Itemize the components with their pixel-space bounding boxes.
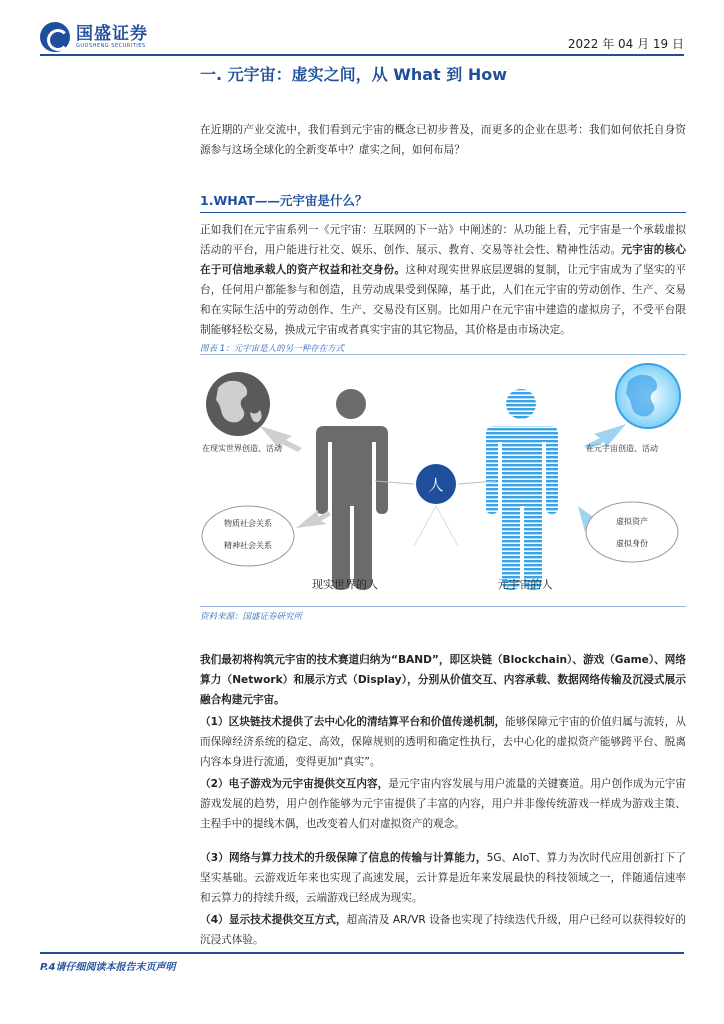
point-1-lead: （1）区块链技术提供了去中心化的清结算平台和价值传递机制， — [200, 716, 506, 728]
intro-paragraph: 在近期的产业交流中，我们看到元宇宙的概念已初步普及，而更多的企业在思考：我们如何依托自身资源参与这场全球化的全新变革中？虚实之间，如何布局？ — [200, 124, 686, 156]
point-1 — [200, 712, 686, 772]
what-text-2: 这种对现实世界底层逻辑的复制，让元宇宙成为了坚实的平台，任何用户都能参与和创造，且劳动成果受到保障，基于此，人们在元宇宙的劳动创作、生产、交易和在实际生活中的劳动创作、生产、交易没有区别。比如用户在元宇宙中建造的虚拟房子，不受平台限制能够轻松交易，换成元宇宙或者真实宇宙的其它物品，其价格是由市场决定。 — [200, 264, 687, 336]
point-4-lead: （4）显示技术提供交互方式， — [200, 914, 347, 926]
point-3-text: 5G、AIoT、算力为次时代应用创新打下了坚实基础。云游戏近年来也实现了高速发展，云计算是近年来发展最快的科技领域之一，伴随通信速率和云算力的持续升级，云端游戏已经成为现实。 — [200, 852, 686, 904]
figure-source: 资料来源：国盛证券研究所 — [200, 612, 303, 622]
right-relation-1: 虚拟资产 — [616, 517, 648, 526]
subsection-heading: 1.WHAT——元宇宙是什么？ — [200, 193, 368, 208]
report-date: 2022 年 04 月 19 日 — [567, 37, 684, 51]
subsection-rule — [200, 212, 686, 213]
center-label: 人 — [428, 476, 444, 494]
arrow-icon — [296, 510, 331, 528]
what-paragraph — [200, 220, 686, 340]
real-person-label: 现实世界的人 — [312, 578, 378, 591]
logo-name: 国盛证券 — [76, 24, 148, 44]
logo-icon — [40, 22, 70, 52]
metaverse-figure — [200, 356, 686, 606]
left-relation-2: 精神社会关系 — [224, 541, 272, 550]
point-2-text: 是元宇宙内容发展与用户流量的关键赛道。用户创作成为元宇宙游戏发展的趋势，用户创作能够为元宇宙提供了丰富的内容，用户并非像传统游戏一样成为游戏主策、主程手中的提线木偶，也改变着人们对虚拟资产的观念。 — [200, 778, 687, 830]
point-3 — [200, 848, 686, 908]
left-relation-1: 物质社会关系 — [224, 519, 272, 528]
company-logo — [40, 22, 160, 52]
digital-globe-icon — [616, 364, 680, 428]
figure-bottom-rule — [200, 606, 686, 607]
center-node — [416, 464, 456, 504]
point-1-text: 能够保障元宇宙的价值归属与流转，从而保障经济系统的稳定、高效，保障规则的透明和确定性执行，去中心化的虚拟资产能够跨平台、脱离内容本身进行流通，变得更加“真实”。 — [200, 716, 687, 768]
point-2 — [200, 774, 686, 834]
right-activity-label: 在元宇宙创造、活动 — [586, 444, 658, 453]
point-3-lead: （3）网络与算力技术的升级保障了信息的传输与计算能力， — [200, 852, 487, 864]
point-4-text: 超高清及 AR/VR 设备也实现了持续迭代升级，用户已经可以获得较好的沉浸式体验。 — [200, 914, 686, 946]
figure-top-rule — [200, 354, 686, 355]
real-person-figure — [316, 389, 388, 590]
real-relations-bubble — [202, 506, 294, 566]
connector-bottom-right — [436, 506, 458, 546]
metaverse-person-label: 元宇宙的人 — [497, 578, 553, 591]
header-rule — [40, 54, 684, 56]
right-relation-2: 虚拟身份 — [616, 539, 648, 548]
footer-disclaimer: P.4请仔细阅读本报告末页声明 — [40, 962, 176, 973]
virtual-relations-bubble — [586, 502, 678, 562]
point-2-lead: （2）电子游戏为元宇宙提供交互内容， — [200, 778, 389, 790]
connector-bottom-left — [414, 506, 436, 546]
logo-english: GUOSHENG SECURITIES — [76, 43, 146, 49]
left-activity-label: 在现实世界创造、活动 — [202, 444, 282, 453]
section-title: 一. 元宇宙：虚实之间，从 What 到 How — [200, 65, 508, 84]
metaverse-person-figure — [486, 389, 558, 590]
band-paragraph: 我们最初将构筑元宇宙的技术赛道归纳为“BAND”，即区块链（Blockchain）、游戏（Game）、网络算力（Network）和展示方式（Display），分别从价值交互、内容承载、数据网络传输及沉浸式展示融合构建元宇宙。 — [200, 654, 686, 706]
figure-caption: 图表 1：元宇宙是人的另一种存在方式 — [200, 344, 345, 354]
point-4 — [200, 910, 686, 950]
what-text-bold: 元宇宙的核心在于可信地承载人的资产权益和社交身份。 — [200, 244, 687, 276]
what-text-1: 正如我们在元宇宙系列一《元宇宙：互联网的下一站》中阐述的：从功能上看，元宇宙是一个承载虚拟活动的平台，用户能进行社交、娱乐、创作、展示、教育、交易等社会性、精神性活动。 — [200, 224, 686, 256]
footer-rule — [40, 952, 684, 954]
